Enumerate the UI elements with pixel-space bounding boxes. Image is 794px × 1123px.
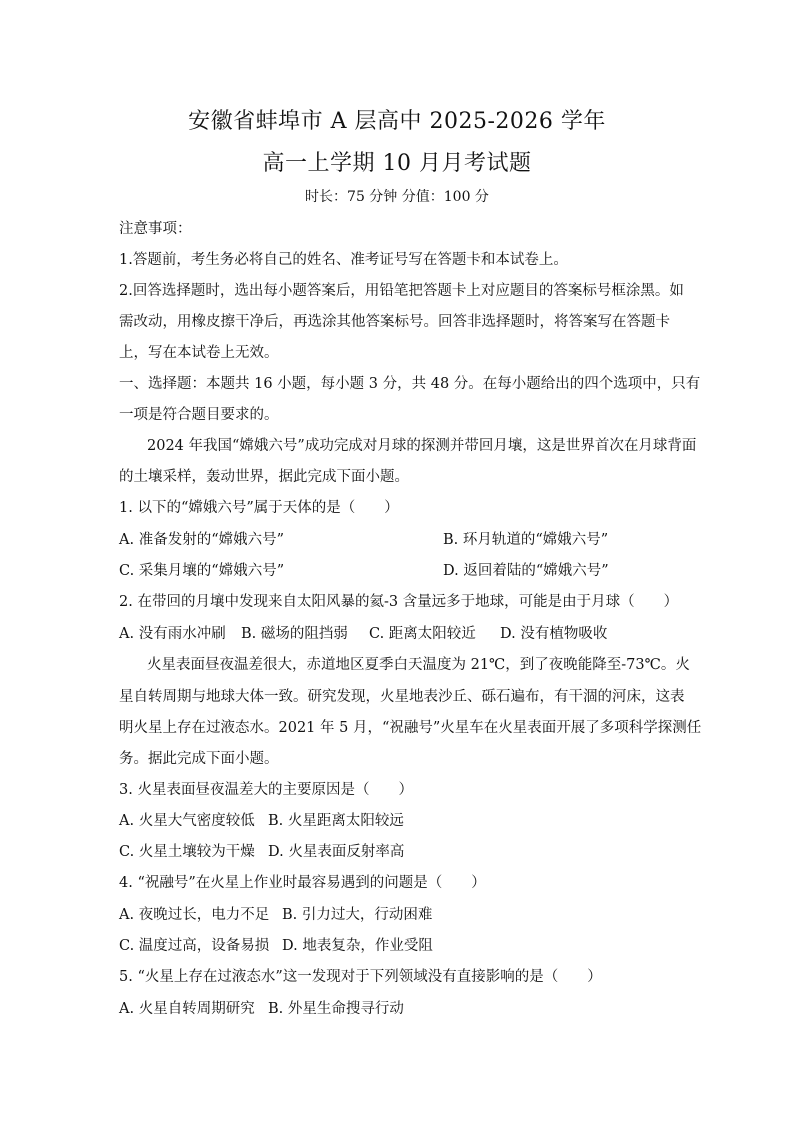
question-3-option-b: B. 火星距离太阳较远: [268, 813, 404, 829]
question-1-option-d: D. 返回着陆的“嫦娥六号”: [443, 563, 609, 579]
passage-1-line-1: 2024 年我国“嫦娥六号”成功完成对月球的探测并带回月壤，这是世界首次在月球背面: [147, 438, 697, 454]
exam-title-line2: 高一上学期 10 月月考试题: [262, 151, 532, 176]
section-heading-line-2: 一项是符合题目要求的。: [119, 407, 279, 423]
question-2-option-b: B. 磁场的阻挡弱: [241, 626, 348, 642]
question-4-option-d: D. 地表复杂，作业受阻: [282, 938, 433, 954]
notes-heading: 注意事项：: [119, 221, 192, 237]
question-1-stem: 1. 以下的“嫦娥六号”属于天体的是（ ）: [119, 500, 399, 516]
question-2-stem: 2. 在带回的月壤中发现来自太阳风暴的氦-3 含量远多于地球，可能是由于月球（ ）: [119, 594, 679, 610]
question-3-option-d: D. 火星表面反射率高: [268, 844, 405, 860]
passage-2-line-1: 火星表面昼夜温差很大，赤道地区夏季白天温度为 21℃，到了夜晚能降至-73℃。火: [147, 657, 690, 673]
question-4-stem: 4. “祝融号”在火星上作业时最容易遇到的问题是（ ）: [119, 875, 486, 891]
question-1-option-c: C. 采集月壤的“嫦娥六号”: [119, 563, 285, 579]
notes-item-2-line-1: 2.回答选择题时，选出每小题答案后，用铅笔把答题卡上对应题目的答案标号框涂黑。如: [119, 283, 684, 299]
question-5-option-a: A. 火星自转周期研究: [119, 1001, 255, 1017]
exam-duration-score: 时长：75 分钟 分值：100 分: [305, 189, 489, 205]
question-1-option-b: B. 环月轨道的“嫦娥六号”: [443, 532, 609, 548]
question-1-option-a: A. 准备发射的“嫦娥六号”: [119, 532, 285, 548]
question-2-option-a: A. 没有雨水冲刷: [119, 626, 226, 642]
question-3-option-a: A. 火星大气密度较低: [119, 813, 255, 829]
question-4-option-c: C. 温度过高，设备易损: [119, 938, 270, 954]
question-2-option-c: C. 距离太阳较近: [369, 626, 476, 642]
passage-1-line-2: 的土壤采样，轰动世界，据此完成下面小题。: [119, 469, 409, 485]
passage-2-line-3: 明火星上存在过液态水。2021 年 5 月，“祝融号”火星车在火星表面开展了多项科学探测任: [119, 720, 702, 736]
question-3-stem: 3. 火星表面昼夜温差大的主要原因是（ ）: [119, 782, 413, 798]
question-5-stem: 5. “火星上存在过液态水”这一发现对于下列领域没有直接影响的是（ ）: [119, 969, 602, 985]
question-2-option-d: D. 没有植物吸收: [500, 626, 608, 642]
notes-item-1: 1.答题前，考生务必将自己的姓名、准考证号写在答题卡和本试卷上。: [119, 252, 568, 268]
passage-2-line-2: 星自转周期与地球大体一致。研究发现，火星地表沙丘、砾石遍布，有干涸的河床，这表: [119, 689, 685, 705]
exam-title-line1: 安徽省蚌埠市 A 层高中 2025-2026 学年: [188, 109, 606, 134]
passage-2-line-4: 务。据此完成下面小题。: [119, 751, 279, 767]
section-heading-line-1: 一、选择题：本题共 16 小题，每小题 3 分，共 48 分。在每小题给出的四个选项中，只有: [119, 376, 701, 392]
notes-item-2-line-3: 上，写在本试卷上无效。: [119, 345, 279, 361]
notes-item-2-line-2: 需改动，用橡皮擦干净后，再选涂其他答案标号。回答非选择题时，将答案写在答题卡: [119, 314, 670, 330]
question-5-option-b: B. 外星生命搜寻行动: [268, 1001, 404, 1017]
question-4-option-b: B. 引力过大，行动困难: [282, 907, 433, 923]
question-3-option-c: C. 火星土壤较为干燥: [119, 844, 255, 860]
question-4-option-a: A. 夜晚过长，电力不足: [119, 907, 270, 923]
